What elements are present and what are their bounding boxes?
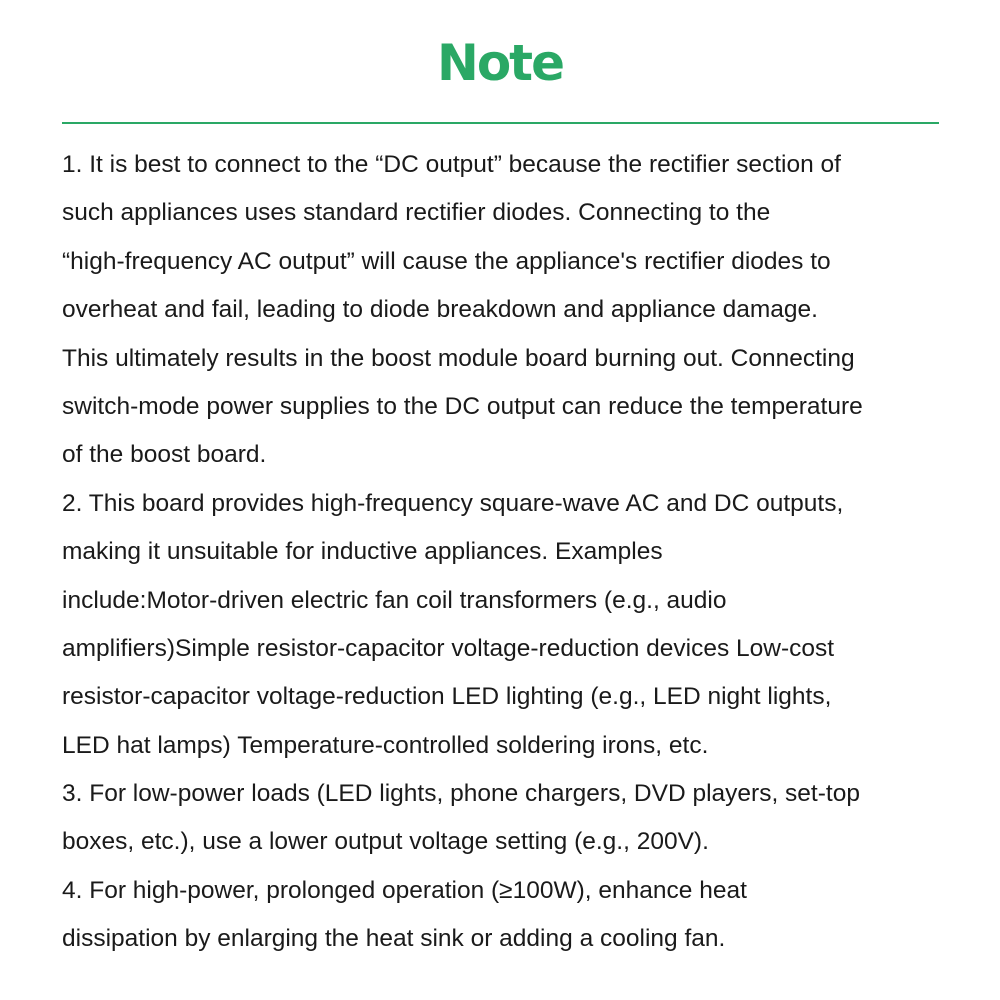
note-line: resistor-capacitor voltage-reduction LED lighting (e.g., LED night lights, [62, 683, 832, 711]
note-line: making it unsuitable for inductive appliances. Examples [62, 538, 663, 566]
note-line: 3. For low-power loads (LED lights, phone chargers, DVD players, set-top [62, 780, 860, 808]
note-line: such appliances uses standard rectifier diodes. Connecting to the [62, 199, 771, 227]
note-line: 1. It is best to connect to the “DC output” because the rectifier section of [62, 151, 841, 178]
note-line: include:Motor-driven electric fan coil transformers (e.g., audio [62, 586, 727, 614]
note-line: This ultimately results in the boost module board burning out. Connecting [62, 344, 855, 372]
note-line: amplifiers)Simple resistor-capacitor voltage-reduction devices Low-cost [62, 634, 835, 662]
page-title: Note [436, 34, 563, 92]
note-line: of the boost board. [62, 441, 267, 469]
note-line: switch-mode power supplies to the DC output can reduce the temperature [62, 392, 863, 420]
note-line: “high-frequency AC output” will cause the appliance's rectifier diodes to [62, 247, 831, 275]
note-line: boxes, etc.), use a lower output voltage setting (e.g., 200V). [62, 828, 709, 856]
note-line: dissipation by enlarging the heat sink or adding a cooling fan. [62, 925, 726, 953]
note-line: LED hat lamps) Temperature-controlled soldering irons, etc. [62, 731, 709, 759]
note-line: overheat and fail, leading to diode breakdown and appliance damage. [62, 296, 818, 324]
note-body [62, 141, 942, 964]
note-line: 2. This board provides high-frequency square-wave AC and DC outputs, [62, 489, 844, 517]
note-line: 4. For high-power, prolonged operation (≥100W), enhance heat [62, 876, 747, 904]
title-divider [62, 122, 939, 124]
